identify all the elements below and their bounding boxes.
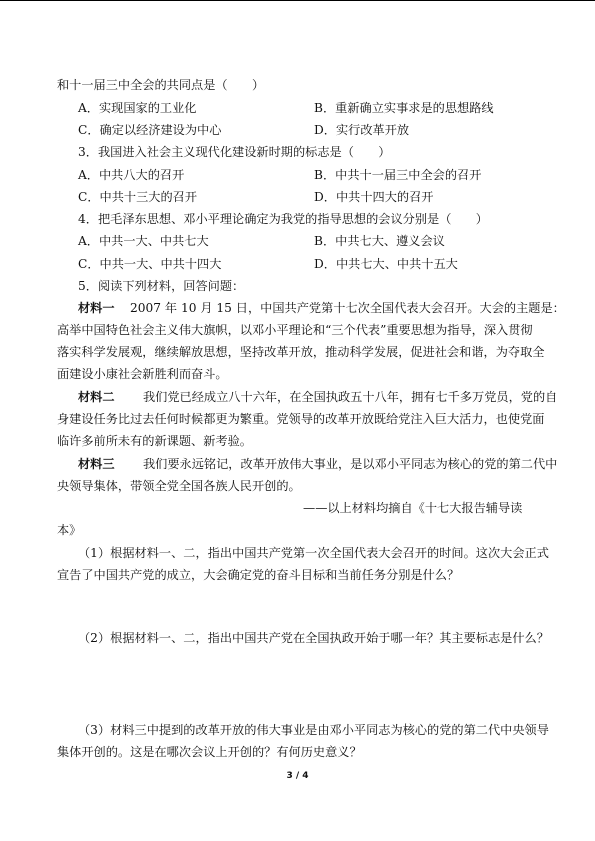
- material3-line: 我们要永远铭记，改革开放伟大事业，是以邓小平同志为核心的党的第二代中: [143, 457, 558, 471]
- material-source: ——以上材料均摘自《十七大报告辅导读: [303, 501, 523, 515]
- material3-line: 央领导集体，带领全党全国各族人民开创的。: [57, 479, 301, 493]
- q4-option-d: D．中共七大、中共十五大: [314, 257, 458, 271]
- material1-line: 落实科学发展观，继续解放思想，坚持改革开放，推动科学发展，促进社会和谐，为夺取全: [57, 345, 545, 359]
- q4-option-a: A．中共一大、中共七大: [78, 234, 209, 248]
- q2-option-b: B．重新确立实事求是的思想路线: [314, 101, 494, 115]
- q2-stem: 和十一届三中全会的共同点是（ ）: [57, 78, 265, 92]
- q3-stem: 3．我国进入社会主义现代化建设新时期的标志是（ ）: [78, 145, 391, 159]
- material-source-cont: 本》: [57, 523, 82, 537]
- material2-line: 临许多前所未有的新课题、新考验。: [57, 434, 252, 448]
- page-number: 3 / 4: [286, 771, 309, 781]
- material3-title: 材料三: [78, 457, 115, 471]
- material2-line: 身建设任务比过去任何时候都更为繁重。党领导的改革开放既给党注入巨大活力，也使党面: [57, 412, 545, 426]
- material1-line: 面建设小康社会新胜利而奋斗。: [57, 367, 228, 381]
- q2-option-a: A．实现国家的工业化: [78, 101, 197, 115]
- header-rule: [0, 0, 595, 1]
- q3-option-a: A．中共八大的召开: [78, 168, 185, 182]
- q2-option-c: C．确定以经济建设为中心: [78, 123, 222, 137]
- material2-title: 材料二: [78, 390, 115, 404]
- material1-line: 2007 年 10 月 15 日，中国共产党第十七次全国代表大会召开。大会的主题是：: [130, 301, 565, 315]
- q3-option-b: B．中共十一届三中全会的召开: [314, 168, 482, 182]
- q4-option-b: B．中共七大、遵义会议: [314, 234, 445, 248]
- sub-question-3-cont: 集体开创的。这是在哪次会议上开创的？有何历史意义？: [57, 745, 362, 759]
- sub-question-1: （1）根据材料一、二，指出中国共产党第一次全国代表大会召开的时间。这次大会正式: [78, 546, 549, 560]
- q5-stem: 5．阅读下列材料，回答问题：: [78, 279, 245, 293]
- sub-question-1-cont: 宣告了中国共产党的成立，大会确定党的奋斗目标和当前任务分别是什么？: [57, 568, 460, 582]
- sub-question-2: （2）根据材料一、二，指出中国共产党在全国执政开始于哪一年？其主要标志是什么？: [78, 631, 549, 645]
- sub-question-3: （3）材料三中提到的改革开放的伟大事业是由邓小平同志为核心的党的第二代中央领导: [78, 723, 549, 737]
- material2-line: 我们党已经成立八十六年，在全国执政五十八年，拥有七千多万党员，党的自: [143, 390, 558, 404]
- q4-option-c: C．中共一大、中共十四大: [78, 257, 222, 271]
- q4-stem: 4．把毛泽东思想、邓小平理论确定为我党的指导思想的会议分别是（ ）: [78, 212, 488, 226]
- material1-line: 高举中国特色社会主义伟大旗帜，以邓小平理论和“三个代表”重要思想为指导，深入贯彻: [57, 323, 533, 337]
- q3-option-d: D．中共十四大的召开: [314, 190, 434, 204]
- q3-option-c: C．中共十三大的召开: [78, 190, 198, 204]
- q2-option-d: D．实行改革开放: [314, 123, 410, 137]
- material1-title: 材料一: [78, 301, 115, 315]
